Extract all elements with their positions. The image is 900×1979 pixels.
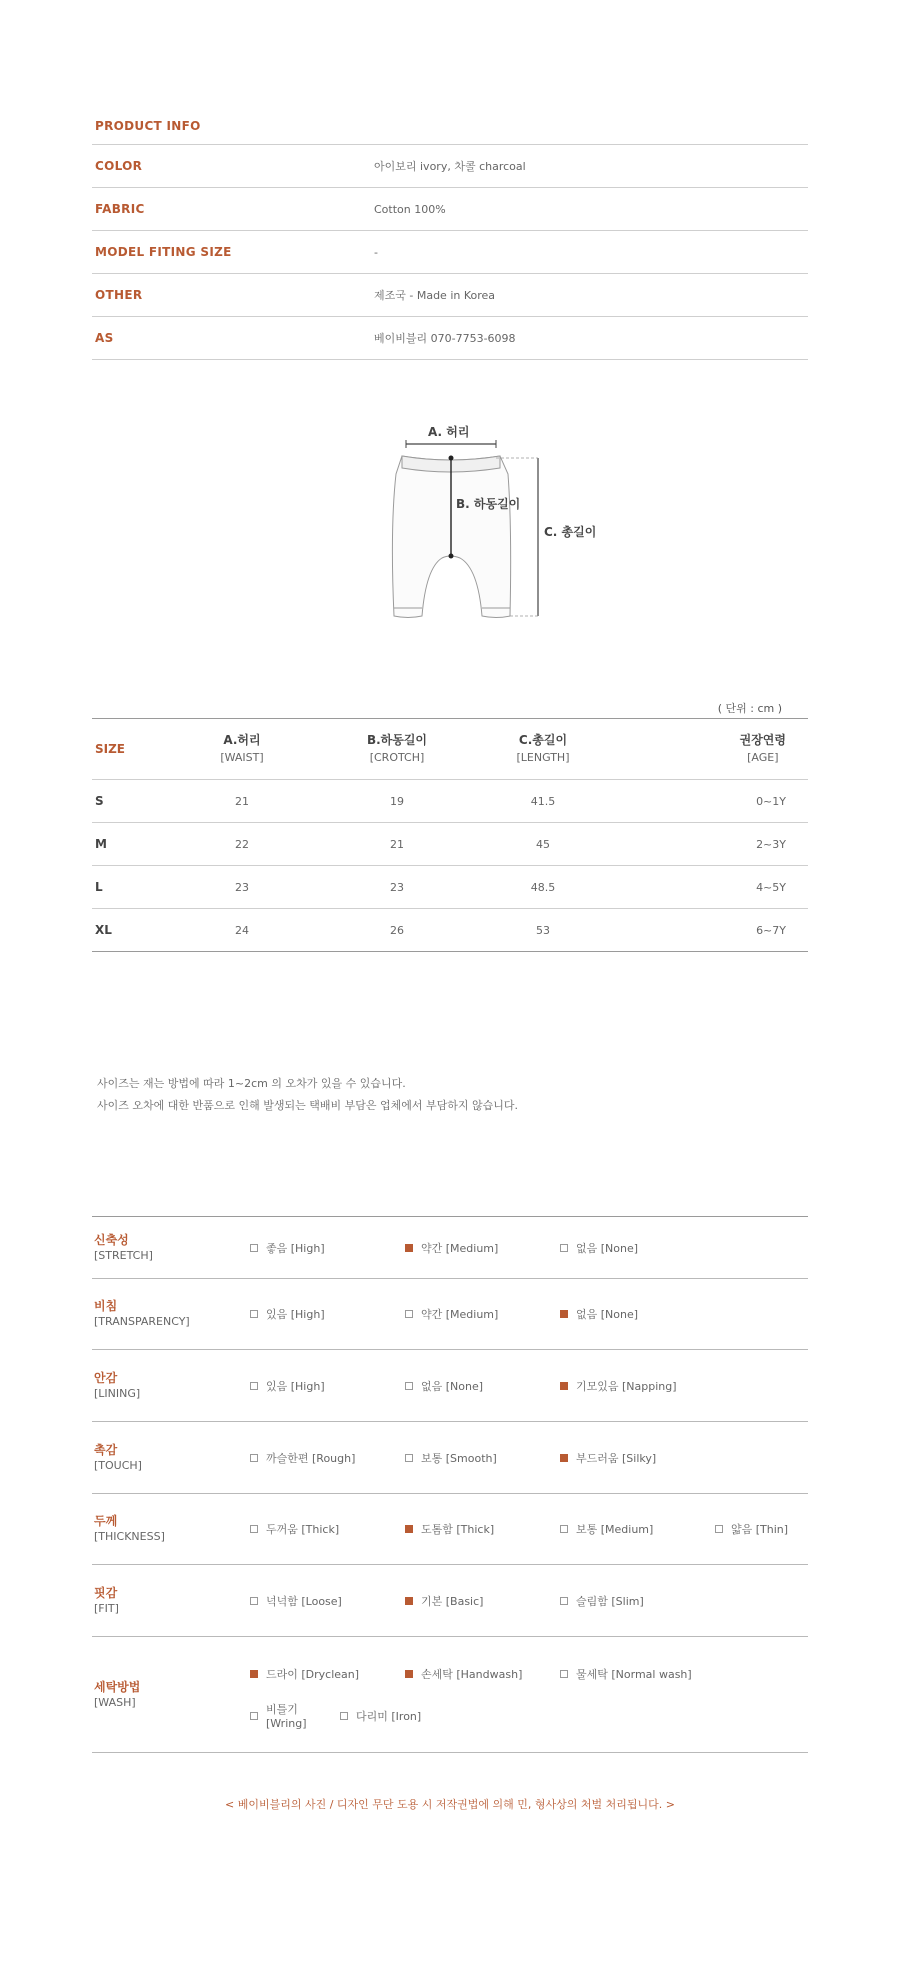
attr-label-en: [TRANSPARENCY] — [94, 1315, 190, 1328]
header-main: A.허리 — [223, 733, 261, 747]
attr-option[interactable] — [560, 1591, 715, 1611]
checkbox-checked[interactable] — [405, 1670, 413, 1678]
checkbox[interactable] — [250, 1244, 258, 1252]
product-info-table — [92, 108, 808, 360]
crotch-start-dot — [449, 456, 454, 461]
option-label: 기모있음 [Napping] — [576, 1379, 677, 1393]
checkbox[interactable] — [250, 1525, 258, 1533]
option-label: 비틀기 [Wring] — [266, 1703, 307, 1730]
info-row-product — [92, 108, 808, 145]
option-label: 까슬한편 [Rough] — [266, 1451, 356, 1465]
checkbox-checked[interactable] — [405, 1597, 413, 1605]
option-label: 기본 [Basic] — [421, 1594, 484, 1608]
attr-label — [92, 1513, 250, 1545]
attr-options — [250, 1238, 808, 1258]
waist-cell: 21 — [235, 794, 249, 808]
attr-option[interactable] — [340, 1706, 495, 1726]
attr-label-en: [THICKNESS] — [94, 1530, 165, 1543]
attr-option[interactable] — [250, 1304, 405, 1324]
header-size: SIZE — [95, 742, 126, 756]
attr-option[interactable] — [560, 1448, 715, 1468]
info-label: PRODUCT INFO — [95, 119, 201, 133]
attr-options — [250, 1591, 808, 1611]
note-line: 사이즈 오차에 대한 반품으로 인해 발생되는 택배비 부담은 업체에서 부담하지 않습니다. — [97, 1099, 518, 1112]
attr-option[interactable] — [250, 1376, 405, 1396]
size-cell: S — [95, 794, 104, 808]
info-row-other — [92, 274, 808, 317]
attr-label-en: [LINING] — [94, 1386, 141, 1400]
crotch-end-dot — [449, 554, 454, 559]
attr-option[interactable] — [560, 1664, 808, 1684]
info-row-fabric — [92, 188, 808, 231]
header-sub: [CROTCH] — [369, 751, 425, 764]
info-value: 제조국 - Made in Korea — [374, 289, 496, 302]
size-cell: M — [95, 837, 107, 851]
attr-label-ko: 세탁방법 — [94, 1679, 141, 1694]
attr-options — [250, 1519, 808, 1539]
attr-options — [250, 1376, 808, 1396]
option-label: 드라이 [Dryclean] — [266, 1667, 360, 1681]
table-row — [92, 909, 808, 952]
header-sub: [WAIST] — [220, 751, 264, 764]
option-label: 도톰함 [Thick] — [421, 1523, 495, 1536]
option-label: 보통 [Smooth] — [421, 1451, 497, 1465]
attr-option[interactable] — [560, 1238, 715, 1258]
crotch-cell: 19 — [390, 794, 404, 808]
header-length — [502, 731, 584, 767]
attr-option[interactable] — [405, 1664, 560, 1684]
attr-option[interactable] — [405, 1238, 560, 1258]
checkbox-checked[interactable] — [250, 1670, 258, 1678]
attr-label — [92, 1370, 250, 1402]
attr-row-thickness — [92, 1494, 808, 1565]
attr-label-ko: 안감 — [94, 1370, 118, 1385]
info-row-model-size — [92, 231, 808, 274]
checkbox[interactable] — [560, 1525, 568, 1533]
checkbox-checked[interactable] — [405, 1525, 413, 1533]
attr-row-wash — [92, 1637, 808, 1753]
attr-label-ko: 핏감 — [94, 1585, 118, 1600]
fabric-attributes-table — [92, 1216, 808, 1753]
attr-label — [92, 1585, 250, 1617]
attr-label-ko: 두께 — [94, 1514, 118, 1528]
option-label: 약간 [Medium] — [421, 1308, 499, 1321]
attr-label-en: [WASH] — [94, 1695, 136, 1709]
length-cell: 45 — [536, 837, 550, 851]
checkbox-checked[interactable] — [560, 1454, 568, 1462]
header-sub: [AGE] — [747, 751, 779, 764]
checkbox[interactable] — [250, 1597, 258, 1605]
waist-cell: 24 — [235, 923, 249, 937]
option-label: 부드러움 [Silky] — [576, 1451, 657, 1465]
attr-option[interactable] — [250, 1703, 340, 1730]
pants-measurement-diagram — [370, 418, 630, 658]
attr-row-touch — [92, 1422, 808, 1494]
age-cell: 2~3Y — [756, 837, 786, 851]
attr-row-lining — [92, 1350, 808, 1422]
label-crotch: B. 하동길이 — [456, 497, 521, 511]
waist-cell: 23 — [235, 880, 249, 894]
checkbox-checked[interactable] — [560, 1310, 568, 1318]
checkbox[interactable] — [405, 1454, 413, 1462]
attr-row-stretch — [92, 1217, 808, 1279]
option-label: 보통 [Medium] — [576, 1523, 654, 1536]
waist-cell: 22 — [235, 837, 249, 851]
age-cell: 4~5Y — [756, 880, 786, 894]
label-length: C. 총길이 — [544, 525, 597, 539]
label-waist: A. 허리 — [428, 425, 470, 439]
size-table-header — [92, 718, 808, 780]
attr-label — [92, 1679, 250, 1711]
attr-option[interactable] — [250, 1591, 405, 1611]
info-value: - — [374, 245, 378, 259]
option-label: 다리미 [Iron] — [356, 1709, 422, 1723]
size-cell: XL — [95, 923, 112, 937]
attr-options — [250, 1653, 808, 1737]
attr-option[interactable] — [250, 1448, 405, 1468]
option-label: 없음 [None] — [576, 1241, 639, 1255]
attr-option[interactable] — [560, 1519, 715, 1539]
info-row-as — [92, 317, 808, 360]
checkbox[interactable] — [340, 1712, 348, 1720]
attr-option[interactable] — [405, 1376, 560, 1396]
size-table — [92, 718, 808, 952]
checkbox[interactable] — [560, 1244, 568, 1252]
size-notes — [97, 1073, 518, 1117]
note-line: 사이즈는 재는 방법에 따라 1~2cm 의 오차가 있을 수 있습니다. — [97, 1077, 406, 1090]
attr-row-fit — [92, 1565, 808, 1637]
checkbox-checked[interactable] — [560, 1382, 568, 1390]
option-label: 슬림함 [Slim] — [576, 1594, 644, 1608]
checkbox[interactable] — [560, 1670, 568, 1678]
checkbox[interactable] — [250, 1712, 258, 1720]
attr-label — [92, 1442, 250, 1474]
table-row — [92, 823, 808, 866]
attr-options — [250, 1448, 808, 1468]
size-cell: L — [95, 880, 103, 894]
checkbox[interactable] — [405, 1382, 413, 1390]
attr-option[interactable] — [560, 1304, 715, 1324]
header-main: C.총길이 — [518, 733, 568, 747]
crotch-cell: 21 — [390, 837, 404, 851]
crotch-cell: 26 — [390, 923, 404, 937]
attr-option[interactable] — [250, 1519, 405, 1539]
option-label: 손세탁 [Handwash] — [421, 1667, 523, 1681]
attr-label-en: [TOUCH] — [94, 1458, 142, 1472]
attr-label-ko: 비침 — [94, 1299, 118, 1313]
length-cell: 53 — [536, 923, 550, 937]
crotch-cell: 23 — [390, 880, 404, 894]
option-label: 있음 [High] — [266, 1308, 325, 1321]
attr-label-ko: 촉감 — [94, 1442, 118, 1457]
attr-label-ko: 신축성 — [94, 1232, 129, 1247]
info-value: 아이보리 ivory, 차콜 charcoal — [374, 160, 526, 173]
checkbox-checked[interactable] — [405, 1244, 413, 1252]
option-label: 없음 [None] — [421, 1379, 484, 1393]
attr-option[interactable] — [405, 1448, 560, 1468]
table-row — [92, 780, 808, 823]
header-sub: [LENGTH] — [516, 751, 570, 764]
option-label: 좋음 [High] — [266, 1241, 325, 1255]
info-label: FABRIC — [95, 202, 145, 216]
option-label: 있음 [High] — [266, 1379, 325, 1393]
attr-option[interactable] — [715, 1519, 805, 1539]
attr-option[interactable] — [405, 1519, 560, 1539]
info-label: MODEL FITING SIZE — [95, 245, 232, 259]
header-age — [584, 731, 808, 767]
info-value: 베이비블리 070-7753-6098 — [374, 332, 516, 345]
unit-label: ( 단위 : cm ) — [717, 702, 782, 715]
attr-label-en: [STRETCH] — [94, 1248, 153, 1262]
info-label: OTHER — [95, 288, 143, 302]
checkbox[interactable] — [560, 1597, 568, 1605]
copyright-notice: < 베이비블리의 사진 / 디자인 무단 도용 시 저작권법에 의해 민, 형사상의 처벌 처리됩니다. > — [225, 1798, 675, 1811]
header-main: 권장연령 — [739, 733, 786, 747]
checkbox[interactable] — [250, 1310, 258, 1318]
info-label: AS — [95, 331, 114, 345]
attr-options — [250, 1304, 808, 1324]
checkbox[interactable] — [250, 1454, 258, 1462]
option-label: 없음 [None] — [576, 1308, 639, 1321]
info-row-color — [92, 145, 808, 188]
attr-label — [92, 1232, 250, 1264]
checkbox[interactable] — [715, 1525, 723, 1533]
option-label: 얇음 [Thin] — [731, 1523, 789, 1536]
attr-option[interactable] — [250, 1664, 405, 1684]
header-crotch — [292, 731, 502, 767]
checkbox[interactable] — [250, 1382, 258, 1390]
length-cell: 48.5 — [530, 880, 556, 894]
table-row — [92, 866, 808, 909]
attr-option[interactable] — [560, 1376, 715, 1396]
attr-label — [92, 1298, 250, 1330]
age-cell: 6~7Y — [756, 923, 786, 937]
attr-label-en: [FIT] — [94, 1601, 119, 1615]
age-cell: 0~1Y — [756, 794, 786, 808]
option-label: 넉넉함 [Loose] — [266, 1594, 342, 1608]
info-label: COLOR — [95, 159, 143, 173]
attr-option[interactable] — [405, 1591, 560, 1611]
header-waist — [192, 731, 292, 767]
option-label: 약간 [Medium] — [421, 1241, 499, 1255]
option-label: 물세탁 [Normal wash] — [576, 1667, 692, 1681]
header-main: B.하동길이 — [366, 733, 428, 747]
attr-row-transparency — [92, 1279, 808, 1350]
length-cell: 41.5 — [530, 794, 556, 808]
attr-option[interactable] — [250, 1238, 405, 1258]
checkbox[interactable] — [405, 1310, 413, 1318]
info-value: Cotton 100% — [374, 202, 446, 216]
attr-option[interactable] — [405, 1304, 560, 1324]
option-label: 두꺼움 [Thick] — [266, 1523, 340, 1536]
